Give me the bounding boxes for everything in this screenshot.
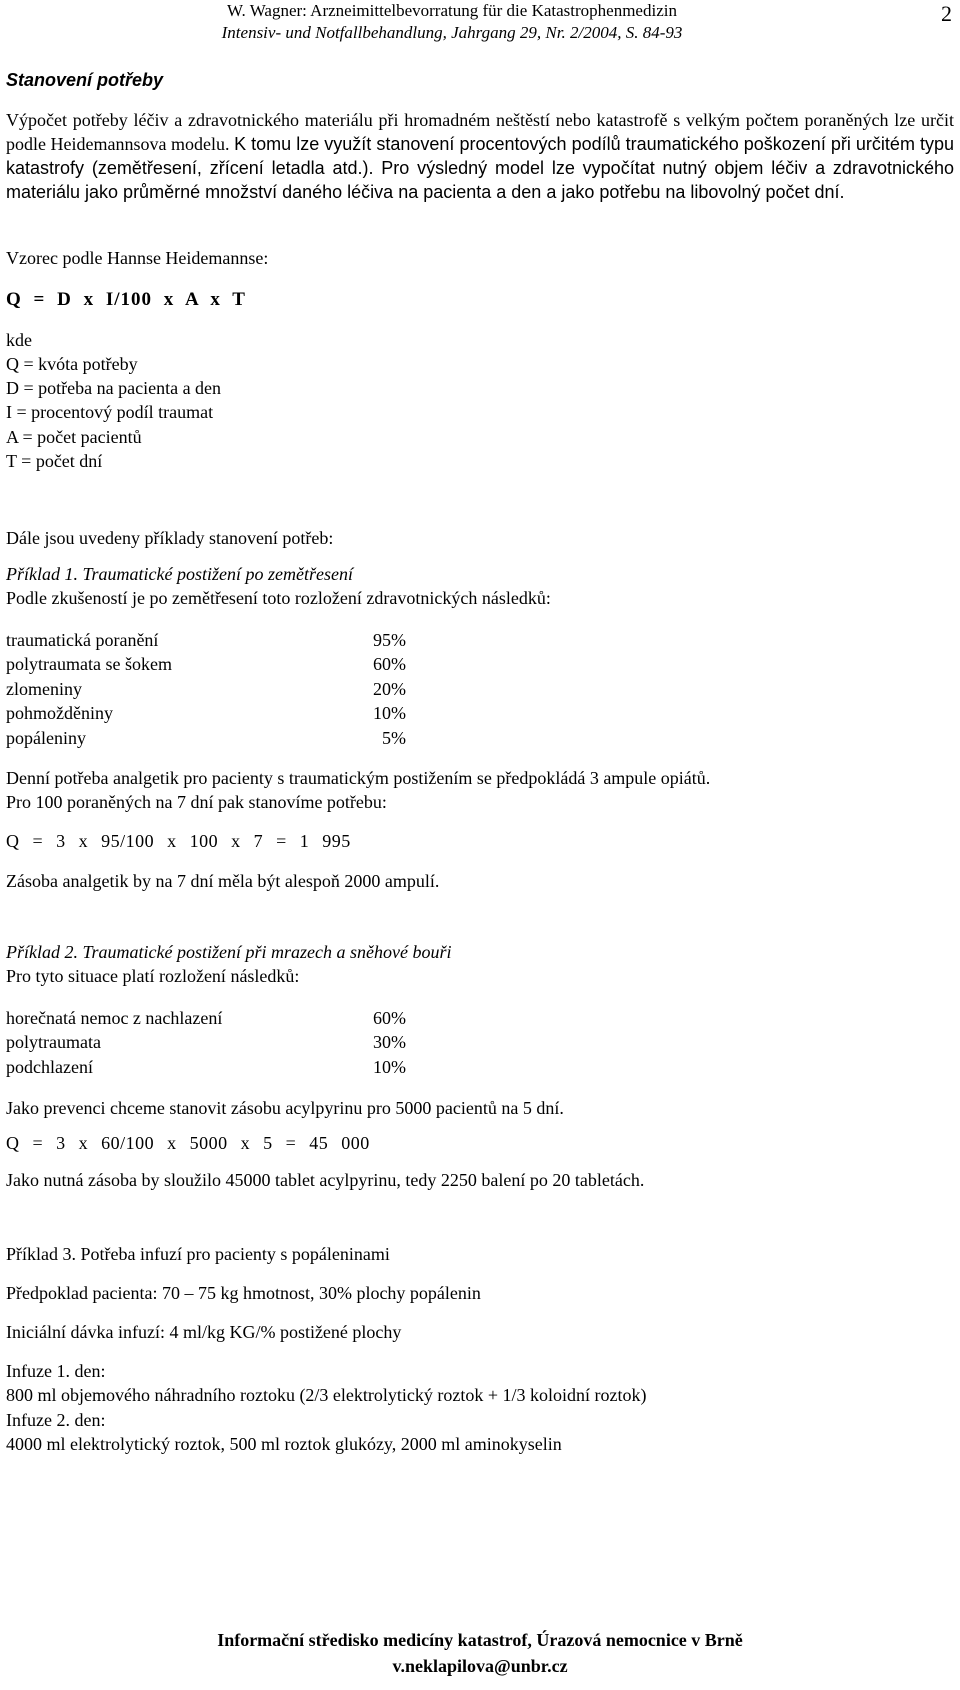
example3-title: Příklad 3. Potřeba infuzí pro pacienty s popáleninami — [6, 1244, 390, 1264]
row-value: 5% — [382, 728, 406, 748]
row-value: 10% — [373, 703, 406, 723]
row-value: 20% — [373, 679, 406, 699]
example3-day1-label: Infuze 1. den: — [6, 1361, 106, 1381]
page-footer — [0, 1627, 960, 1679]
footer-email: v.neklapilova@unbr.cz — [392, 1656, 568, 1676]
intro-paragraph — [6, 108, 954, 204]
header-line-2: Intensiv- und Notfallbehandlung, Jahrgang 29, Nr. 2/2004, S. 84-93 — [221, 23, 683, 42]
example1-text-1: Denní potřeba analgetik pro pacienty s traumatickým postižením se předpokládá 3 ampule opiátů. — [6, 768, 711, 788]
example2-text-1: Jako prevenci chceme stanovit zásobu acylpyrinu pro 5000 pacientů na 5 dní. — [6, 1098, 564, 1118]
example2-formula: Q = 3 x 60/100 x 5000 x 5 = 45 000 — [6, 1133, 370, 1153]
running-header — [172, 0, 732, 44]
example3-assumption: Předpoklad pacienta: 70 – 75 kg hmotnost, 30% plochy popálenin — [6, 1283, 481, 1303]
definition-item: Q = kvóta potřeby — [6, 354, 138, 374]
footer-institution: Informační středisko medicíny katastrof, Úrazová nemocnice v Brně — [217, 1630, 743, 1650]
example1-formula: Q = 3 x 95/100 x 100 x 7 = 1 995 — [6, 831, 351, 851]
definition-item: A = počet pacientů — [6, 427, 142, 447]
row-value: 30% — [373, 1032, 406, 1052]
example1-lead: Podle zkušeností je po zemětřesení toto rozložení zdravotnických následků: — [6, 588, 551, 608]
formula-intro: Vzorec podle Hannse Heidemannse: — [6, 248, 269, 268]
definition-item: T = počet dní — [6, 451, 103, 471]
row-label: podchlazení — [6, 1057, 93, 1077]
main-formula: Q = D x I/100 x A x T — [6, 289, 246, 310]
example2-conclusion: Jako nutná zásoba by sloužilo 45000 tablet acylpyrinu, tedy 2250 balení po 20 tabletách. — [6, 1170, 645, 1190]
row-label: pohmožděniny — [6, 703, 113, 723]
intro-part-2: K tomu lze využít stanovení procentových podílů traumatického poškození při určitém typu katastrofy (zemětřesení, zřícení letadla atd.). Pro výsledný model lze vypočítat nutný objem léčiv a zdravotnického materiálu jako průměrné množství daného léčiva na pacienta a den a jako potřebu na libovolný počet dní. — [6, 134, 955, 202]
section-title: Stanovení potřeby — [6, 70, 164, 90]
row-label: horečnatá nemoc z nachlazení — [6, 1008, 223, 1028]
row-label: traumatická poranění — [6, 630, 159, 650]
row-label: zlomeniny — [6, 679, 82, 699]
row-label: polytraumata — [6, 1032, 101, 1052]
example3-initial-dose: Iniciální dávka infuzí: 4 ml/kg KG/% postižené plochy — [6, 1322, 402, 1342]
intro-part-1: Výpočet potřeby léčiv a zdravotnického materiálu při hromadném neštěstí nebo katastrofě s velkým počtem poraněných lze určit podle Heidemannsova modelu. — [6, 110, 954, 154]
row-value: 10% — [373, 1057, 406, 1077]
kde-label: kde — [6, 330, 32, 350]
example1-title: Příklad 1. Traumatické postižení po zemětřesení — [6, 564, 353, 584]
example2-lead: Pro tyto situace platí rozložení následků: — [6, 966, 300, 986]
row-value: 60% — [373, 1008, 406, 1028]
example3-day2-label: Infuze 2. den: — [6, 1410, 106, 1430]
example3-day2-text: 4000 ml elektrolytický roztok, 500 ml roztok glukózy, 2000 ml aminokyselin — [6, 1434, 562, 1454]
example1-text-2: Pro 100 poraněných na 7 dní pak stanovíme potřebu: — [6, 792, 387, 812]
example1-conclusion: Zásoba analgetik by na 7 dní měla být alespoň 2000 ampulí. — [6, 871, 440, 891]
header-line-1: W. Wagner: Arzneimittelbevorratung für die Katastrophenmedizin — [227, 1, 677, 20]
examples-intro: Dále jsou uvedeny příklady stanovení potřeb: — [6, 528, 334, 548]
page-number: 2 — [941, 1, 952, 26]
example3-day1-text: 800 ml objemového náhradního roztoku (2/3 elektrolytický roztok + 1/3 koloidní roztok) — [6, 1385, 647, 1405]
row-value: 95% — [373, 630, 406, 650]
definition-item: I = procentový podíl traumat — [6, 402, 214, 422]
row-label: popáleniny — [6, 728, 86, 748]
definition-item: D = potřeba na pacienta a den — [6, 378, 222, 398]
row-value: 60% — [373, 654, 406, 674]
example2-title: Příklad 2. Traumatické postižení při mrazech a sněhové bouři — [6, 942, 452, 962]
row-label: polytraumata se šokem — [6, 654, 172, 674]
